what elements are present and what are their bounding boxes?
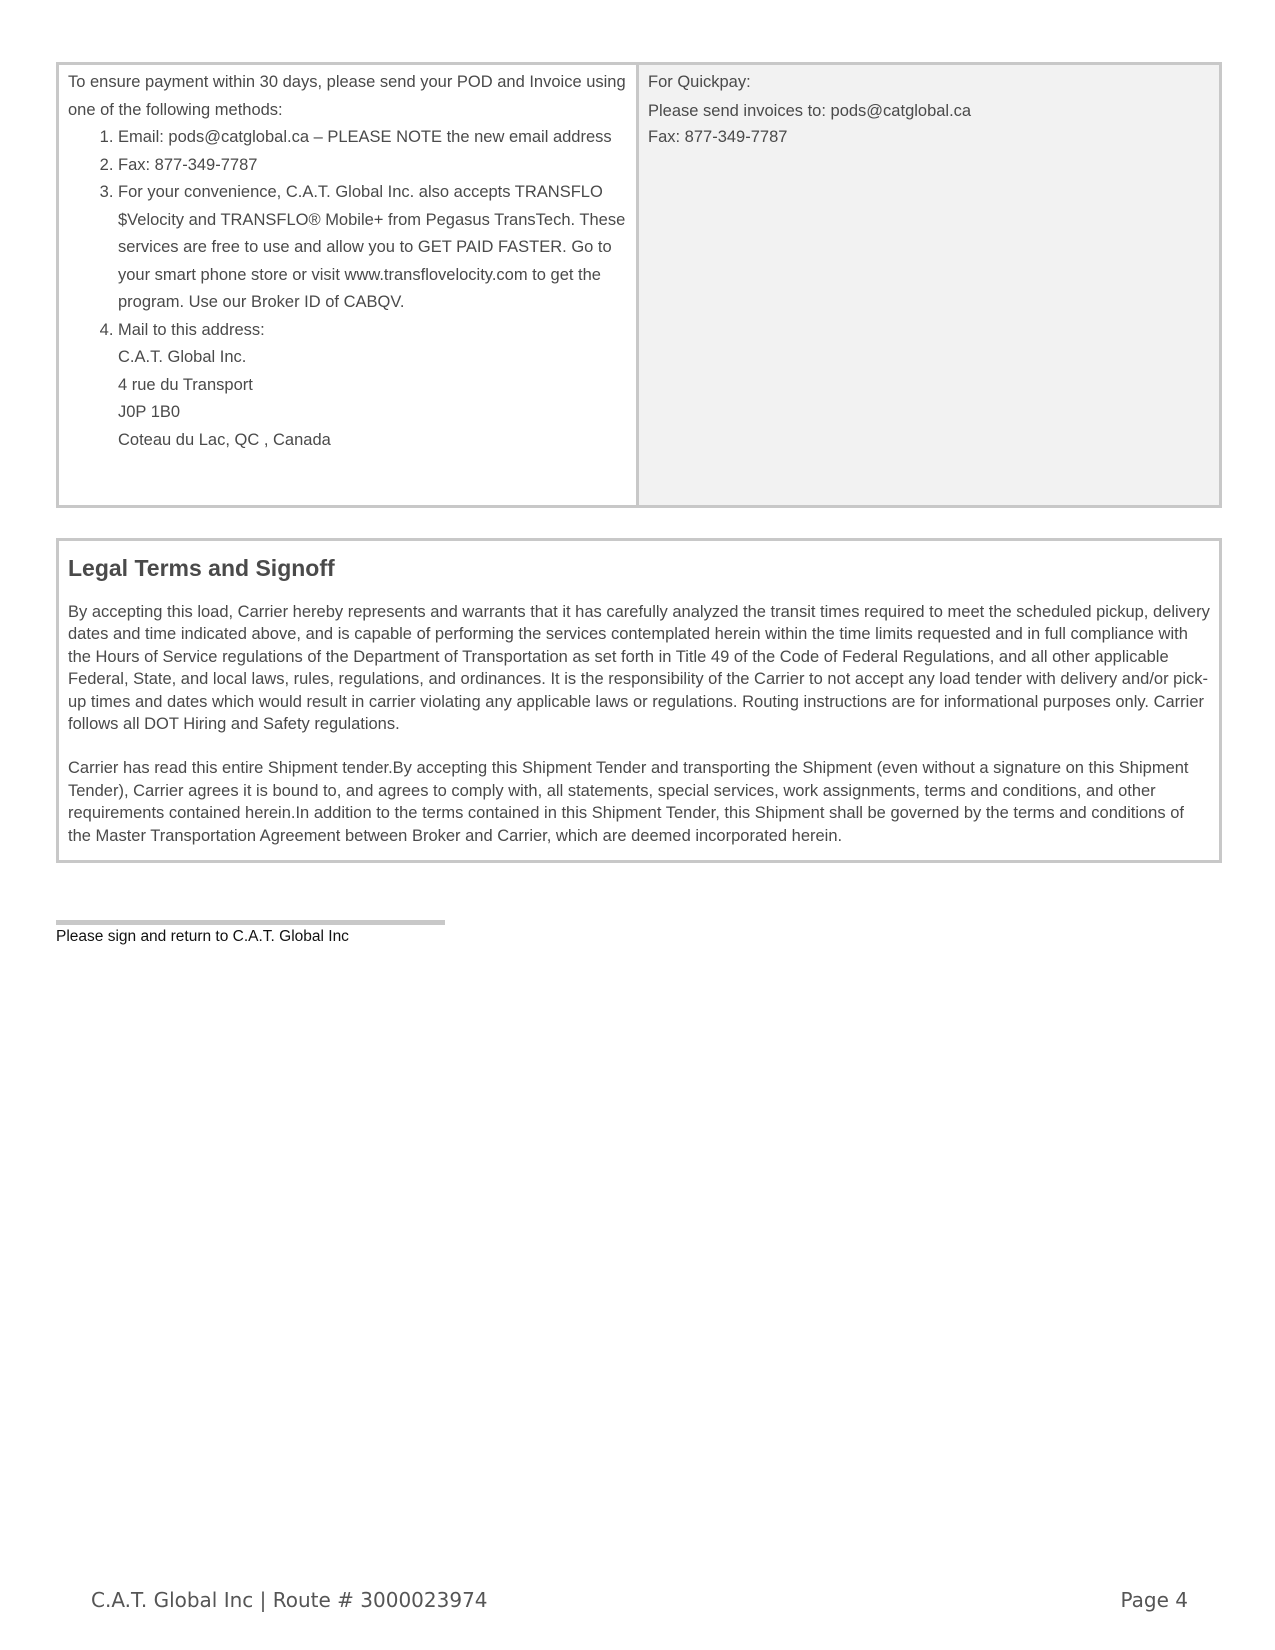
footer-page-number: Page 4 [1120, 1588, 1188, 1612]
quickpay-email: Please send invoices to: pods@catglobal.ca [648, 101, 972, 120]
footer-route: C.A.T. Global Inc | Route # 3000023974 [91, 1588, 488, 1612]
method-email: 1. Email: pods@catglobal.ca – PLEASE NOTE the new email address [118, 124, 628, 152]
address-line: C.A.T. Global Inc. [118, 348, 247, 366]
signature-line [56, 920, 445, 925]
payment-methods-list [68, 124, 628, 454]
payment-methods-cell [59, 65, 639, 505]
signature-note: Please sign and return to C.A.T. Global Inc [56, 928, 349, 945]
quickpay-title: For Quickpay: [648, 73, 751, 91]
mail-label: 4. Mail to this address: [118, 320, 265, 339]
method-mail [118, 317, 628, 455]
address-line: J0P 1B0 [118, 403, 181, 421]
address-line: 4 rue du Transport [118, 375, 253, 394]
legal-paragraph: By accepting this load, Carrier hereby represents and warrants that it has carefully analyzed the transit times required to meet the scheduled pickup, delivery dates and time indicated above, and is capable of performing the services contemplated herein within the time limits requested and in full compliance with the Hours of Service regulations of the Department of Transportation as set forth in Title 49 of the Code of Federal Regulations, and all other applicable Federal, State, and local laws, rules, regulations, and ordinances. It is the responsibility of the Carrier to not accept any load tender with delivery and/or pick-up times and dates which would result in carrier violating any applicable laws or regulations. Routing instructions are for informational purposes only. Carrier follows all DOT Hiring and Safety regulations. [68, 603, 1210, 734]
quickpay-cell [639, 65, 1219, 505]
payment-intro: To ensure payment within 30 days, please send your POD and Invoice using one of the following methods: [68, 73, 626, 119]
payment-instructions-table [56, 62, 1222, 508]
address-line: Coteau du Lac, QC , Canada [118, 430, 331, 449]
method-transflo: 3. For your convenience, C.A.T. Global Inc. also accepts TRANSFLO $Velocity and TRANSFLO® Mobile+ from Pegasus TransTech. These services are free to use and allow you to GET PAID FASTER. Go to your smart phone store or visit www.transflovelocity.com to get the program. Use our Broker ID of CABQV. [118, 179, 628, 317]
legal-title: Legal Terms and Signoff [68, 555, 335, 581]
legal-paragraph: Carrier has read this entire Shipment tender.By accepting this Shipment Tender and transporting the Shipment (even without a signature on this Shipment Tender), Carrier agrees it is bound to, and agrees to comply with, all statements, special services, work assignments, terms and conditions, and other requirements contained herein.In addition to the terms contained in this Shipment Tender, this Shipment shall be governed by the terms and conditions of the Master Transportation Agreement between Broker and Carrier, which are deemed incorporated herein. [68, 759, 1189, 845]
quickpay-fax: Fax: 877-349-7787 [648, 127, 788, 146]
method-fax: 2. Fax: 877-349-7787 [118, 152, 628, 180]
legal-terms-section [56, 538, 1222, 863]
